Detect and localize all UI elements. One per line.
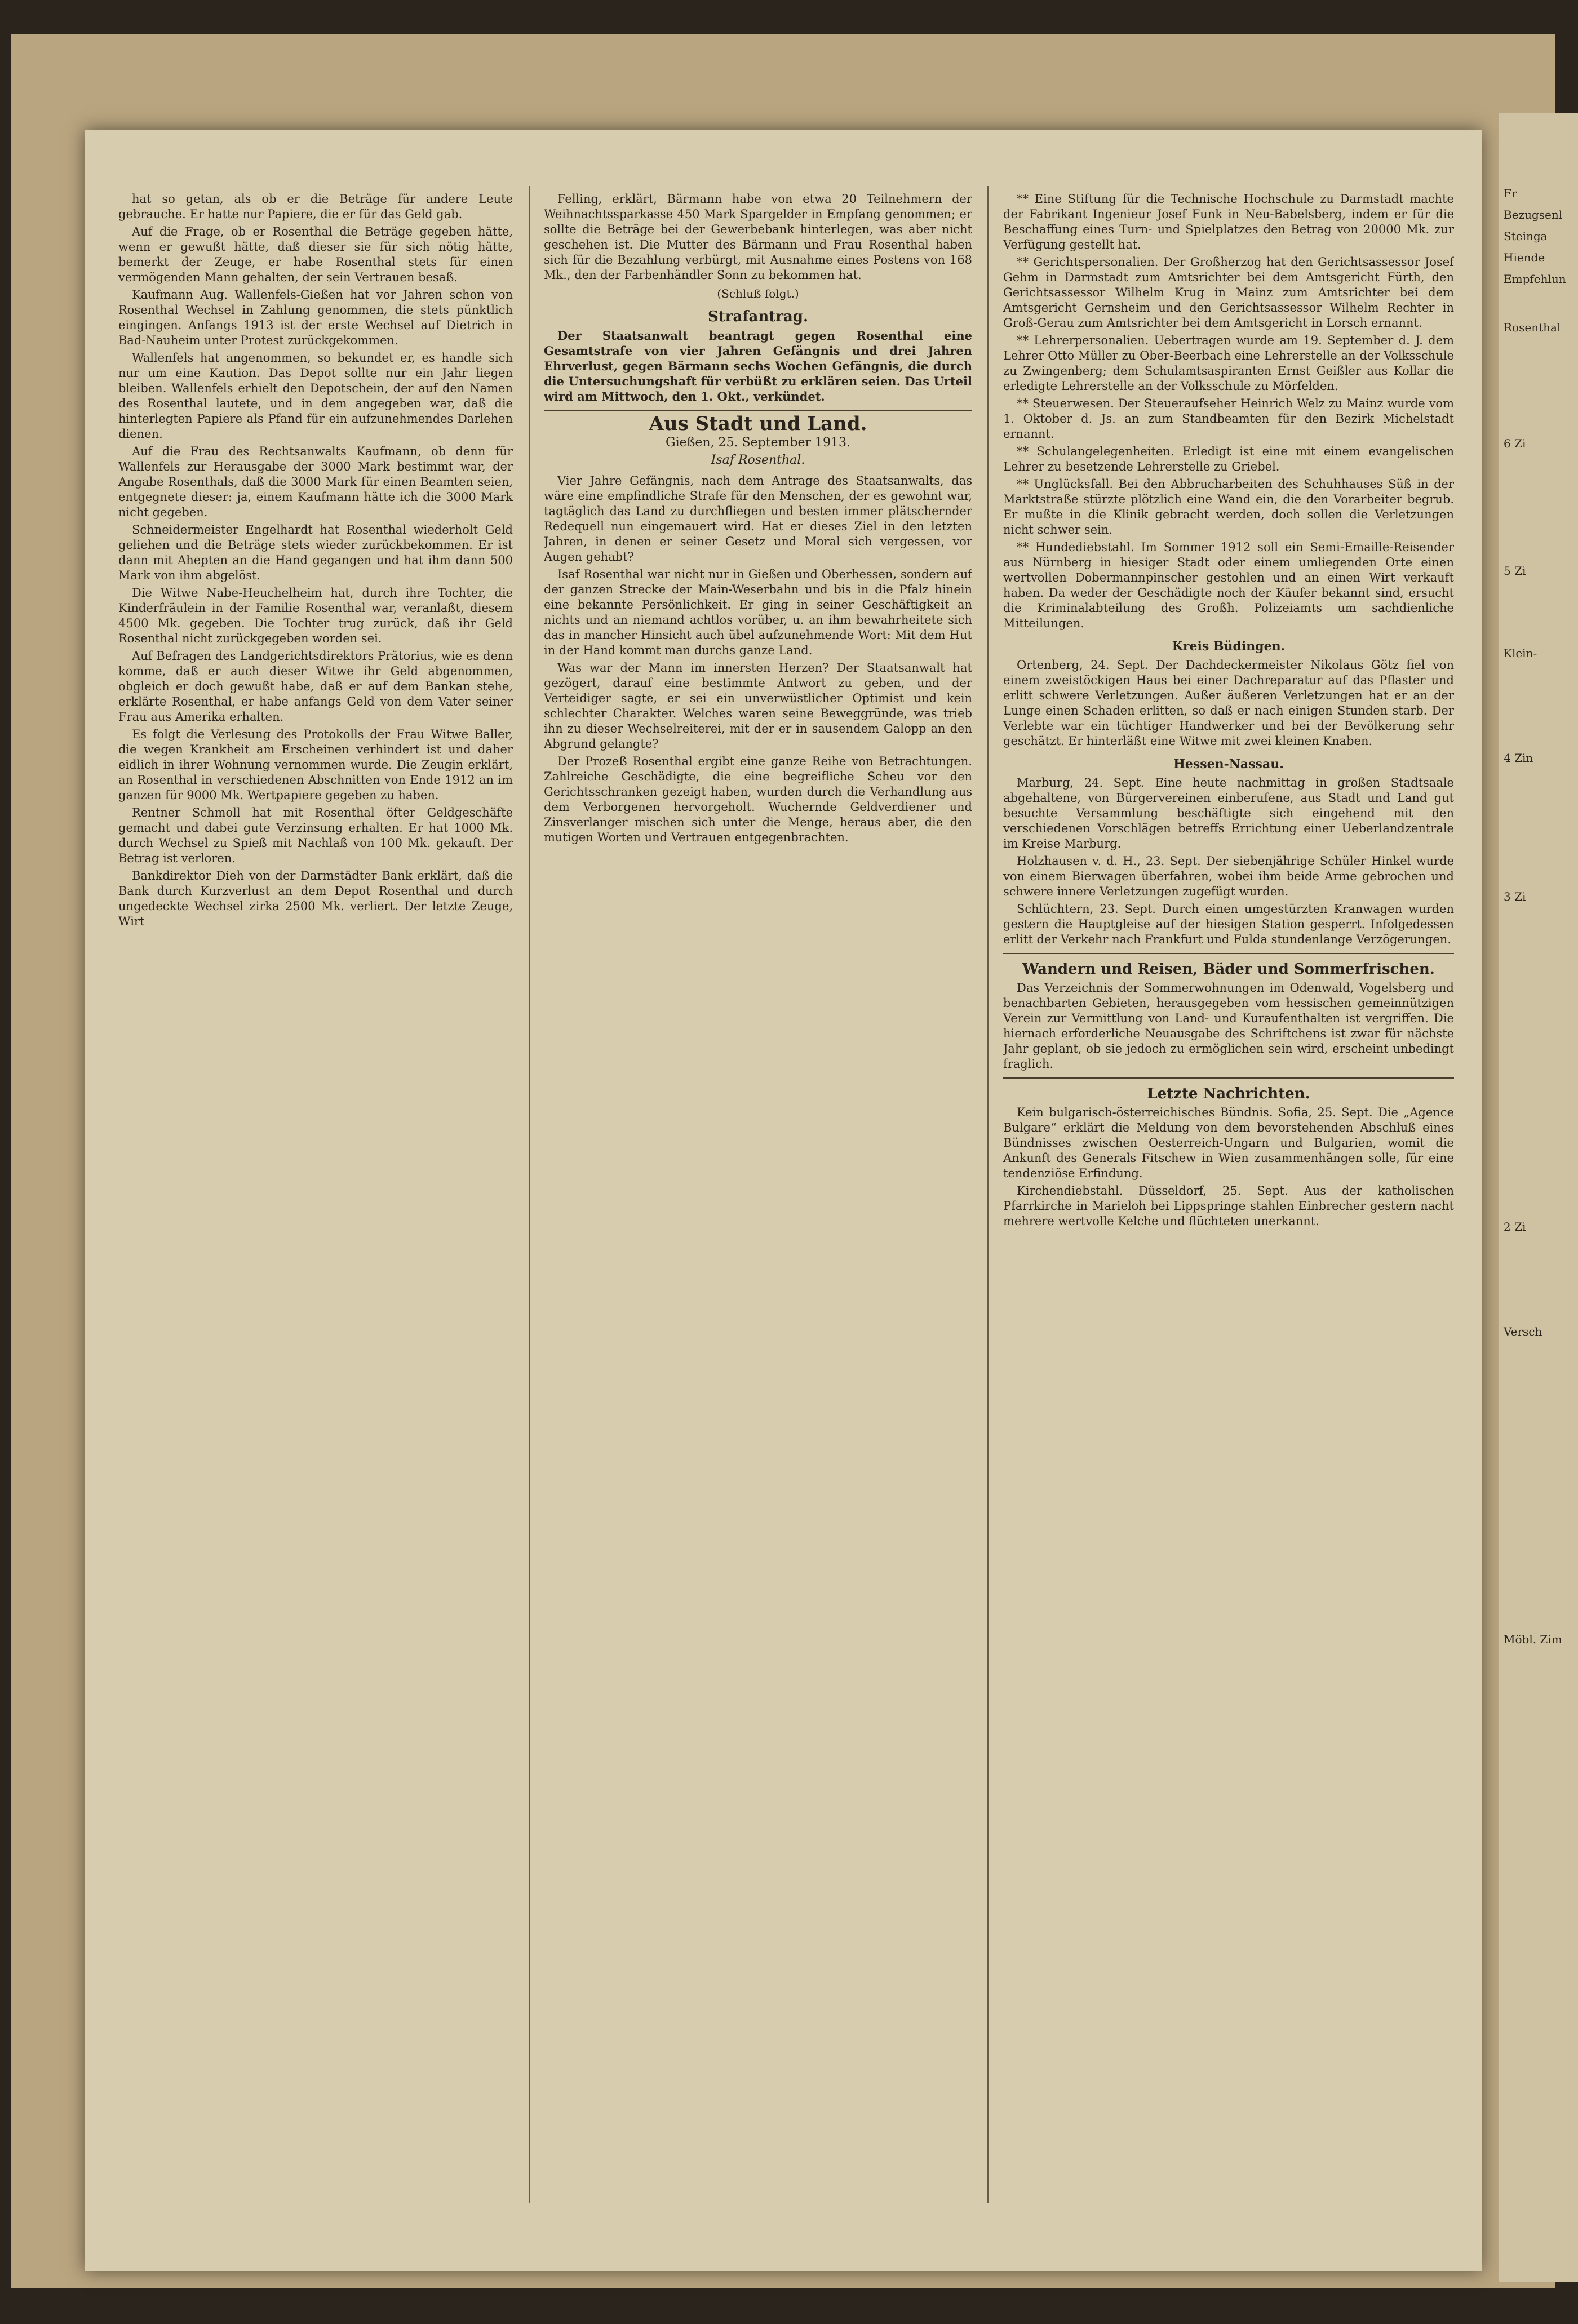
column-rule (529, 186, 530, 2203)
paragraph: Bankdirektor Dieh von der Darmstädter Bank erklärt, daß die Bank durch Kurzverlust an dem Depot Rosenthal und durch ungedeckte Wechsel zirka 2500 Mk. verliert. Der letzte Zeuge, Wirt (118, 869, 513, 928)
column-1 (118, 192, 513, 2198)
paragraph: ** Hundediebstahl. Im Sommer 1912 soll ein Semi-Emaille-Reisender aus Nürnberg in hiesiger Stadt oder einem umliegenden Orte einen wertvollen Dobermannpinscher gestohlen und an einen Wirt verkauft haben. Da weder der Geschädigte noch der Käufer bekannt sind, ersucht die Kriminalabteilung des Großh. Polizeiamts um sachdienliche Mitteilungen. (1003, 540, 1454, 630)
fragment: Hiende (1504, 251, 1545, 264)
section-divider (544, 410, 972, 411)
section-title: Aus Stadt und Land. (649, 413, 867, 435)
paragraph: Kirchendiebstahl. Düsseldorf, 25. Sept. Aus der katholischen Pfarrkirche in Marieloh bei Lippspringe stahlen Einbrecher gestern nacht mehrere wertvolle Kelche und flüchteten unerkannt. (1003, 1184, 1454, 1228)
dateline: Gießen, 25. September 1913. (666, 436, 850, 450)
adjacent-page-strip (1499, 113, 1578, 2282)
paragraph: Vier Jahre Gefängnis, nach dem Antrage des Staatsanwalts, das wäre eine empfindliche Strafe für den Menschen, der es gewohnt war, tagtäglich das Land zu durchfliegen und besten immer plätschernder Redequell nun eingemauert wird. Hat er dieses Ziel in den letzten Jahren, in denen er seiner Gesetz und Moral sich vergessen, vor Augen gehabt? (544, 474, 972, 564)
paragraph: Isaf Rosenthal war nicht nur in Gießen und Oberhessen, sondern auf der ganzen Strecke der Main-Weserbahn und bis in die Pfalz hinein eine bekannte Persönlichkeit. Er ging in seiner Geschäftigkeit an nichts und an niemand achtlos vorüber, u. an ihm bewahrheitete sich das in mancher Hinsicht auch übel aufzunehmende Wort: Mit dem Hut in der Hand kommt man durchs ganze Land. (544, 567, 972, 657)
fragment: Klein- (1504, 646, 1537, 660)
paragraph: Schneidermeister Engelhardt hat Rosenthal wiederholt Geld geliehen und die Beträge stets wieder zurückbekommen. Er ist dann mit Ahepten an die Hand gegangen und hat ihm dann 500 Mark von ihm abgelöst. (118, 523, 513, 582)
hessen-heading: Hessen-Nassau. (1173, 757, 1284, 771)
paragraph: Holzhausen v. d. H., 23. Sept. Der siebenjährige Schüler Hinkel wurde von einem Bierwagen überfahren, wobei ihm beide Arme gebrochen und schwere innere Verletzungen zugefügt wurden. (1003, 854, 1454, 898)
paragraph: ** Steuerwesen. Der Steueraufseher Heinrich Welz zu Mainz wurde vom 1. Oktober d. Js. an zum Standbeamten für den Bezirk Michelstadt ernannt. (1003, 397, 1454, 441)
fragment: Versch (1504, 1325, 1542, 1338)
strafantrag-heading: Strafantrag. (707, 308, 809, 325)
fragment: Fr (1504, 187, 1517, 200)
newspaper-page (85, 130, 1482, 2271)
fragment: 4 Zin (1504, 751, 1533, 765)
paragraph: Wallenfels hat angenommen, so bekundet er, es handle sich nur um eine Kaution. Das Depot sollte nur ein Jahr liegen bleiben. Wallenfels erhielt den Depotschein, der auf den Namen des Rosenthal lautete, und in dem angegeben war, daß die hinterlegten Papiere als Pfand für ein aufzunehmendes Darlehen dienen. (118, 351, 513, 441)
letzte-heading: Letzte Nachrichten. (1147, 1085, 1310, 1102)
paragraph: ** Unglücksfall. Bei den Abbrucharbeiten des Schuhhauses Süß in der Marktstraße stürzte plötzlich eine Wand ein, die den Vorarbeiter begrub. Er mußte in die Klinik gebracht werden, doch sollen die Verletzungen nicht schwer sein. (1003, 477, 1454, 536)
paragraph: Der Prozeß Rosenthal ergibt eine ganze Reihe von Betrachtungen. Zahlreiche Geschädigte, die eine begreifliche Scheu vor den Gerichtsschranken gezeigt haben, wurden durch die Verhandlung aus dem Verborgenen hervorgeholt. Wuchernde Geldverdiener und Zinsverlanger mischen sich unter die Menge, heraus aber, die den mutigen Worten und Vertrauen entgegenbrachten. (544, 755, 972, 844)
paragraph: Ortenberg, 24. Sept. Der Dachdeckermeister Nikolaus Götz fiel von einem zweistöckigen Haus bei einer Dachreparatur auf das Pflaster und erlitt schwere Verletzungen. Außer äußeren Verletzungen hat er an der Lunge einen Schaden erlitten, so daß er nach einigen Stunden starb. Der Verlebte war ein tüchtiger Handwerker und bei der Bevölkerung sehr geschätzt. Er hinterläßt eine Witwe mit zwei kleinen Knaben. (1003, 658, 1454, 748)
paragraph: Schlüchtern, 23. Sept. Durch einen umgestürzten Kranwagen wurden gestern die Hauptgleise auf der hiesigen Station gesperrt. Infolgedessen erlitt der Verkehr nach Frankfurt und Fulda stundenlange Verzögerungen. (1003, 902, 1454, 946)
section-divider (1003, 1077, 1454, 1079)
strafantrag-text: Der Staatsanwalt beantragt gegen Rosenthal eine Gesamtstrafe von vier Jahren Gefängnis und drei Jahren Ehrverlust, gegen Bärmann sechs Wochen Gefängnis, die durch die Untersuchungshaft für verbüßt zu erklären seien. Das Urteil wird am Mittwoch, den 1. Okt., verkündet. (544, 329, 972, 403)
paragraph: Auf die Frage, ob er Rosenthal die Beträge gegeben hätte, wenn er gewußt hätte, daß dieser sie für sich nötig hätte, bemerkt der Zeuge, er habe Rosenthal stets für einen vermögenden Mann gehalten, der sein Vertrauen besaß. (118, 225, 513, 284)
paragraph: ** Schulangelegenheiten. Erledigt ist eine mit einem evangelischen Lehrer zu besetzende Lehrerstelle zu Griebel. (1003, 445, 1454, 473)
continued-note: (Schluß folgt.) (717, 287, 799, 300)
paragraph: ** Lehrerpersonalien. Uebertragen wurde am 19. September d. J. dem Lehrer Otto Müller zu Ober-Beerbach eine Lehrerstelle an der Volksschule zu Zwingenberg; dem Schulamtsaspiranten Ernst Geißler aus Kollar die erledigte Lehrerstelle an der Volksschule zu Mörfelden. (1003, 334, 1454, 393)
paragraph: Felling, erklärt, Bärmann habe von etwa 20 Teilnehmern der Weihnachtssparkasse 450 Mark Spargelder in Empfang genommen; er sollte die Beträge bei der Gewerbebank hinterlegen, was aber nicht geschehen ist. Die Mutter des Bärmann und Frau Rosenthal haben sich für die Bezahlung verbürgt, mit Ausnahme eines Postens von 168 Mk., den der Farbenhändler Sonn zu bekommen hat. (544, 192, 972, 282)
paragraph: Kein bulgarisch-österreichisches Bündnis. Sofia, 25. Sept. Die „Agence Bulgare“ erklärt die Meldung von dem bevorstehenden Abschluß eines Bündnisses zwischen Oesterreich-Ungarn und Bulgarien, womit die Ankunft des Generals Fitschew in Wien zusammenhängen solle, für eine tendenziöse Erfindung. (1003, 1106, 1454, 1180)
paragraph: Rentner Schmoll hat mit Rosenthal öfter Geldgeschäfte gemacht und dabei gute Verzinsung erhalten. Er hat 1000 Mk. durch Wechsel zu Spieß mit Nachlaß von 100 Mk. gekauft. Der Betrag ist verloren. (118, 806, 513, 865)
kreis-heading: Kreis Büdingen. (1172, 639, 1286, 654)
paragraph: Marburg, 24. Sept. Eine heute nachmittag in großen Stadtsaale abgehaltene, von Bürgervereinen einberufene, aus Stadt und Land gut besuchte Versammlung beschäftigte sich eingehend mit den verschiedenen Vorschlägen betreffs Errichtung einer Ueberlandzentrale im Kreise Marburg. (1003, 776, 1454, 850)
fragment: 5 Zi (1504, 564, 1526, 578)
paragraph: ** Gerichtspersonalien. Der Großherzog hat den Gerichtsassessor Josef Gehm in Darmstadt zum Amtsrichter bei dem Amtsgericht Fürth, den Gerichtsassessor Wilhelm Krug in Mainz zum Amtsrichter bei dem Amtsgericht Gernsheim und den Gerichtsassessor Wilhelm Rechter in Groß-Gerau zum Amtsrichter bei dem Amtsgericht in Lorsch ernannt. (1003, 255, 1454, 330)
fragment: 2 Zi (1504, 1220, 1526, 1234)
column-3 (1003, 192, 1454, 2198)
column-rule (987, 186, 989, 2203)
paragraph: Was war der Mann im innersten Herzen? Der Staatsanwalt hat gezögert, darauf eine bestimmte Antwort zu geben, und der Verteidiger sagte, er sei ein unverwüstlicher Optimist und kein schlechter Charakter. Welches waren seine Beweggründe, was trieb ihn zu dieser Wechselreiterei, mit der er in sausendem Galopp an den Abgrund gelangte? (544, 661, 972, 751)
paragraph: Kaufmann Aug. Wallenfels-Gießen hat vor Jahren schon von Rosenthal Wechsel in Zahlung genommen, die stets pünktlich eingingen. Anfangs 1913 ist der erste Wechsel auf Dietrich in Bad-Nauheim unter Protest zurückgekommen. (118, 288, 513, 347)
paragraph: hat so getan, als ob er die Beträge für andere Leute gebrauche. Er hatte nur Papiere, die er für das Geld gab. (118, 192, 513, 221)
wandern-heading: Wandern und Reisen, Bäder und Sommerfrischen. (1022, 961, 1435, 978)
column-2 (544, 192, 972, 2198)
paragraph: Das Verzeichnis der Sommerwohnungen im Odenwald, Vogelsberg und benachbarten Gebieten, herausgegeben vom hessischen gemeinnützigen Verein zur Vermittlung von Land- und Kuraufenthalten ist vergriffen. Die hiernach erforderliche Neuausgabe des Schriftchens ist zwar für nächste Jahr geplant, ob sie jedoch zu ermöglichen sein wird, erscheint unbedingt fraglich. (1003, 981, 1454, 1071)
section-divider (1003, 953, 1454, 954)
fragment: 6 Zi (1504, 437, 1526, 450)
paragraph: Es folgt die Verlesung des Protokolls der Frau Witwe Baller, die wegen Krankheit am Erscheinen verhindert ist und daher eidlich in ihrer Wohnung vernommen wurde. Die Zeugin erklärt, an Rosenthal in verschiedenen Abschnitten von Ende 1912 an im ganzen für 9000 Mk. Wertpapiere gegeben zu haben. (118, 728, 513, 802)
paragraph: Auf Befragen des Landgerichtsdirektors Prätorius, wie es denn komme, daß er auch dieser Witwe ihr Geld abgenommen, obgleich er doch gewußt habe, daß er auf dem Bankan stehe, erklärte Rosenthal, er habe anfangs Geld von dem Vater seiner Frau aus Amerika erhalten. (118, 649, 513, 724)
fragment: 3 Zi (1504, 890, 1526, 903)
article-subtitle: Isaf Rosenthal. (711, 453, 805, 467)
paragraph: ** Eine Stiftung für die Technische Hochschule zu Darmstadt machte der Fabrikant Ingenieur Josef Funk in Neu-Babelsberg, indem er für die Beschaffung eines Turn- und Spielplatzes den Betrag von 20000 Mk. zur Verfügung gestellt hat. (1003, 192, 1454, 251)
paragraph: Die Witwe Nabe-Heuchelheim hat, durch ihre Tochter, die Kinderfräulein in der Familie Rosenthal war, veranlaßt, diesem 4500 Mk. gegeben. Die Tochter trug zurück, daß ihr Geld Rosenthal nicht zurückgegeben worden sei. (118, 586, 513, 645)
fragment: Rosenthal (1504, 321, 1561, 334)
fragment: Steinga (1504, 229, 1548, 243)
fragment: Empfehlun (1504, 272, 1566, 286)
fragment: Möbl. Zim (1504, 1633, 1562, 1646)
fragment: Bezugsenl (1504, 208, 1563, 221)
paragraph: Auf die Frau des Rechtsanwalts Kaufmann, ob denn für Wallenfels zur Herausgabe der 3000 Mark bestimmt war, der Angabe Rosenthals, daß die 3000 Mark für einen Beamten seien, entgegnete dieser: ja, einem Kaufmann hätte ich die 3000 Mark nicht gegeben. (118, 445, 513, 519)
